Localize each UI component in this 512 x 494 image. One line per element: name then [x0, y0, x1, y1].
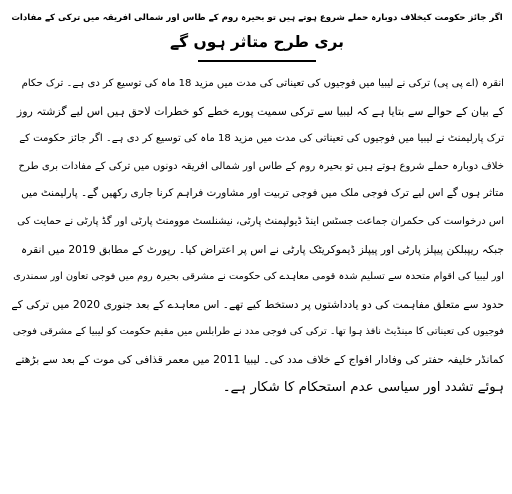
article-line: کمانڈر خلیفہ حفتر کی وفادار افواج کے خلاف مدد کی۔ لیبیا 2011 میں معمر قذافی کی موت کے بعد سے بڑھتے [15, 352, 504, 366]
headline-line: اگر جائز حکومت کیخلاف دوبارہ حملے شروع ہوتے ہیں تو بحیرہ روم کے طاس اور شمالی افریقہ میں ترکی کے مفادات [11, 13, 503, 23]
headline-line: بری طرح متاثر ہوں گے [170, 33, 344, 51]
article-line: ہوئے تشدد اور سیاسی عدم استحکام کا شکار ہے۔ [222, 379, 504, 395]
article-body [10, 70, 504, 401]
article-line: کے بیان کے حوالے سے بتایا ہے کہ لیبیا سے ترکی سمیت پورے خطے کو خطرات لاحق ہیں اس لیے گزشتہ روز [16, 104, 504, 118]
article-line: اور لیبیا کی اقوام متحدہ سے تسلیم شدہ قومی معاہدے کی حکومت نے مشرقی بحیرہ روم میں فوجی تعاون اور سمندری [13, 271, 504, 283]
article-line: حدود سے متعلق مفاہمت کی دو یادداشتوں پر دستخط کیے تھے۔ اس معاہدے کے بعد جنوری 2020 میں ترکی کے [11, 297, 504, 311]
article-line: ترک پارلیمنٹ نے لیبیا میں فوجیوں کی تعیناتی کی مدت میں مزید 18 ماہ کی توسیع کر دی ہے۔ اگر جائز حکومت کے [19, 133, 504, 145]
article-line: انقرہ (اے پی پی) ترکی نے لیبیا میں فوجیوں کی تعیناتی کی مدت میں مزید 18 ماہ کی توسیع کر دی ہے۔ ترک حکام [21, 78, 504, 89]
article-line: فوجیوں کی تعیناتی کا مینڈیٹ نافذ ہوا تھا۔ ترکی کی فوجی مدد نے طرابلس میں مقیم حکومت کو لیبیا کے مشرقی فوجی [12, 326, 504, 338]
article-line: جبکہ ریپبلکن پیپلز پارٹی اور پیپلز ڈیموکریٹک پارٹی نے اس پر اعتراض کیا۔ رپورٹ کے مطابق 2019 میں انقرہ [20, 242, 504, 256]
article-line: خلاف دوبارہ حملے شروع ہوتے ہیں تو بحیرہ روم کے طاس اور شمالی افریقہ دونوں میں ترکی کے مفادات بری طرح [18, 160, 504, 172]
article-line: متاثر ہوں گے اس لیے ترک فوجی ملک میں فوجی تربیت اور مشاورت فراہم کرنا جاری رکھیں گے۔ پارلیمنٹ میں [21, 187, 504, 200]
headline [10, 6, 504, 54]
article-line: اس درخواست کی حکمران جماعت جسٹس اینڈ ڈیولپمنٹ پارٹی، نیشنلسٹ موومنٹ پارٹی اور گڈ پارٹی نے حمایت کی [17, 215, 504, 227]
headline-divider [198, 60, 316, 62]
